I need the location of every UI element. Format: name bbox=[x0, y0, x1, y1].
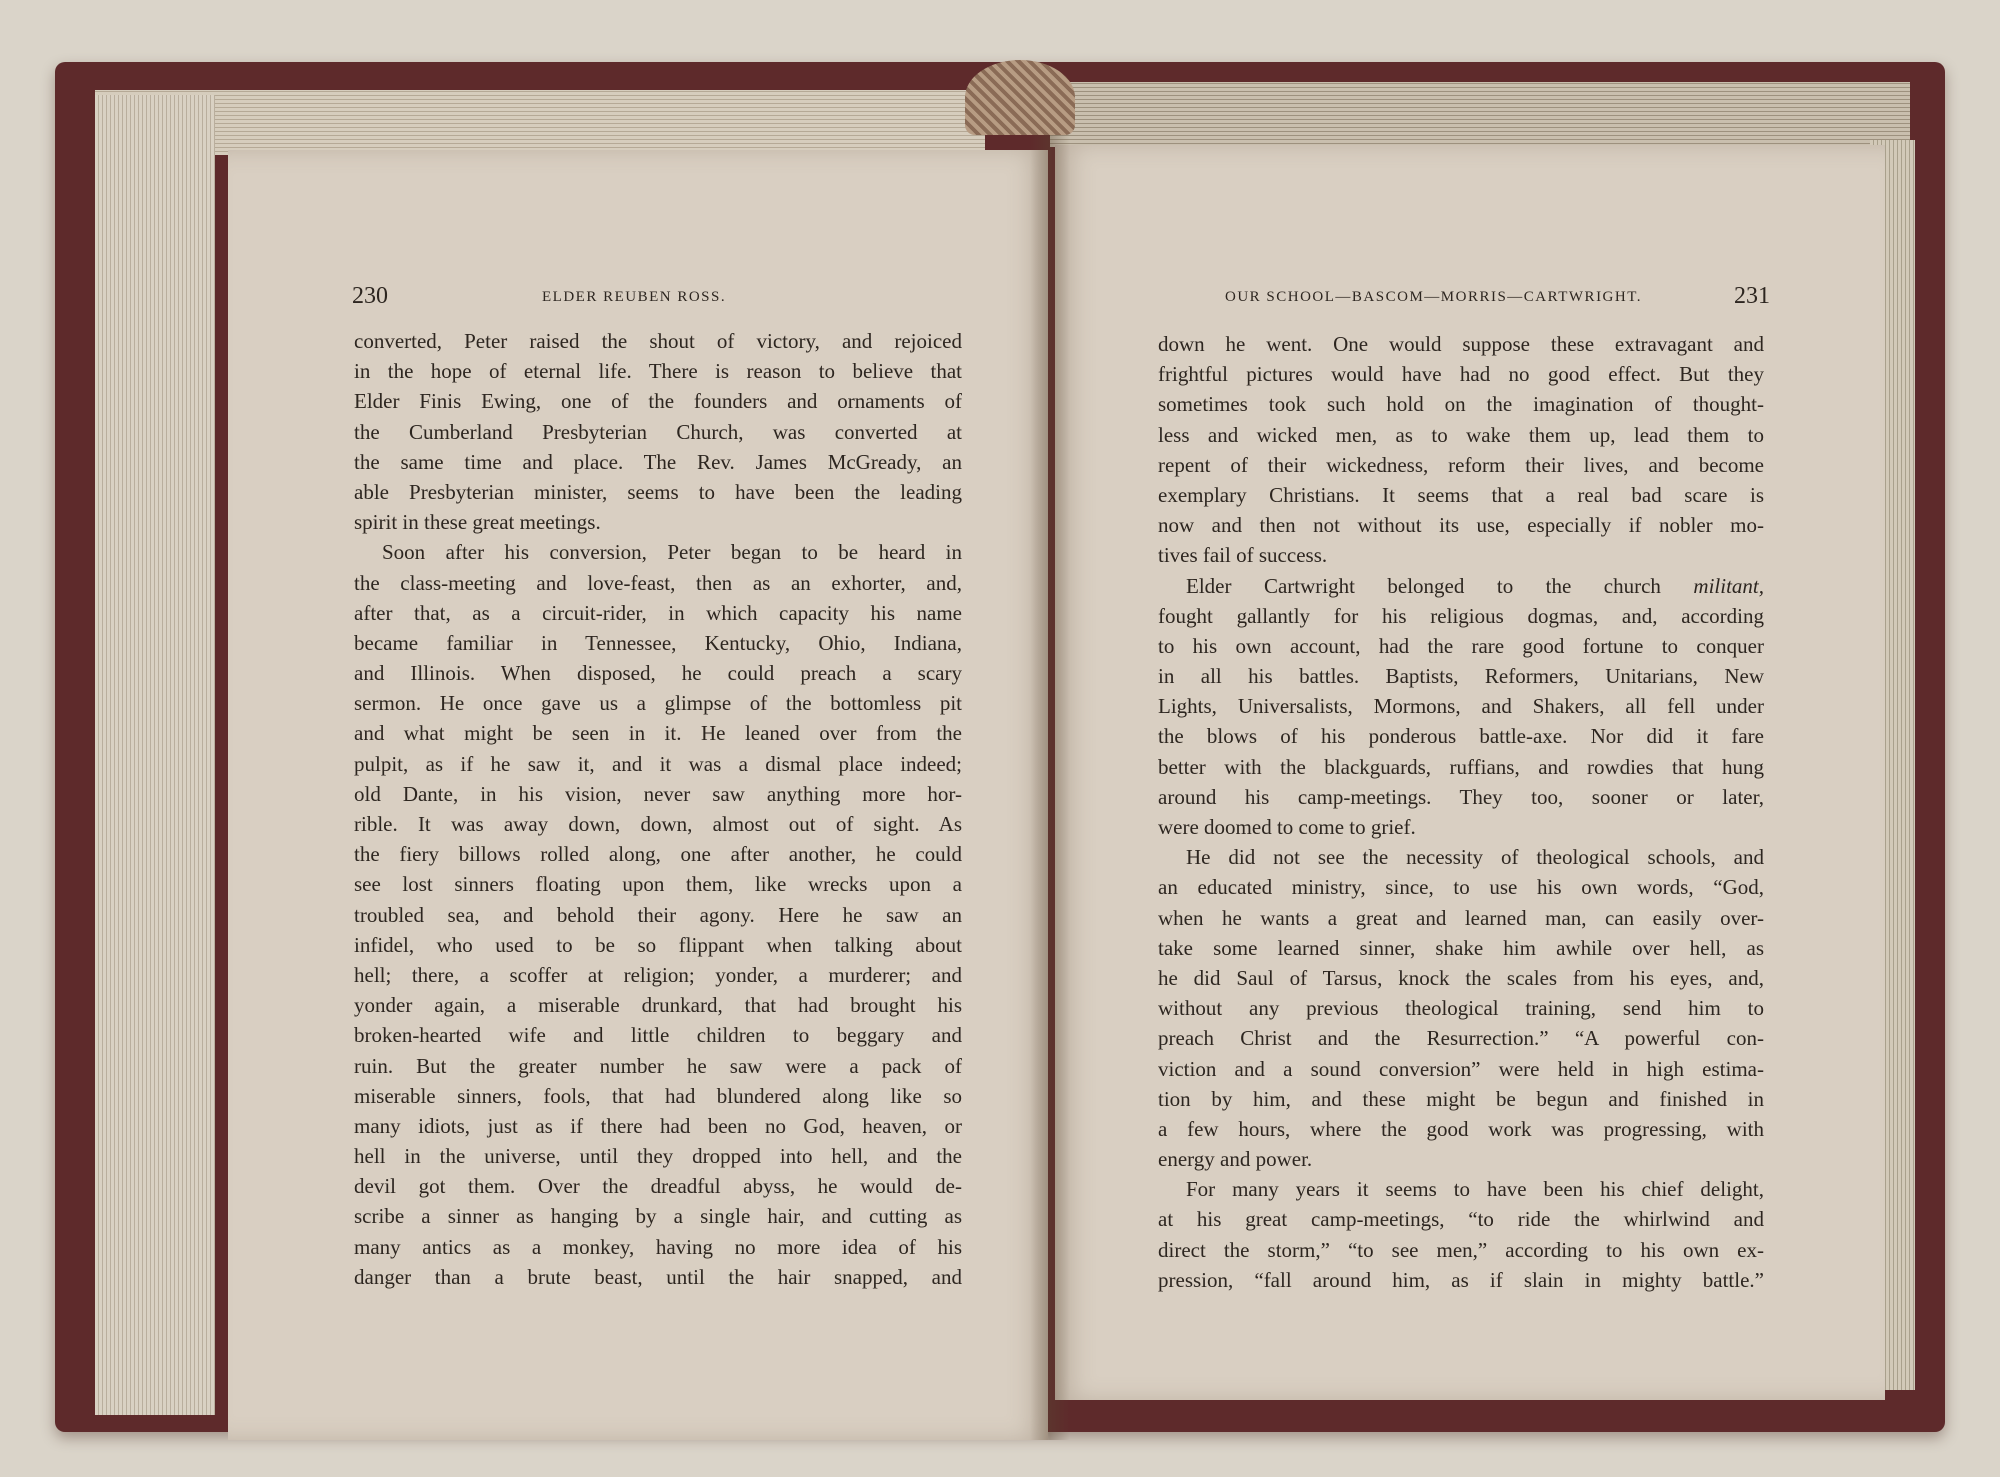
text-line: miserable sinners, fools, that had blundered along like so bbox=[354, 1083, 962, 1108]
text-line: the same time and place. The Rev. James McGready, an bbox=[354, 449, 962, 474]
text-line: the blows of his ponderous battle-axe. Nor did it fare bbox=[1158, 724, 1764, 749]
text-line: rible. It was away down, down, almost out of sight. As bbox=[354, 812, 962, 836]
left-page-number: 230 bbox=[352, 283, 388, 309]
text-line: pulpit, as if he saw it, and it was a dismal place indeed; bbox=[354, 751, 962, 776]
text-line: now and then not without its use, especially if nobler mo- bbox=[1158, 513, 1764, 538]
text-line: direct the storm,” “to see men,” according to his own ex- bbox=[1158, 1237, 1764, 1262]
text-line: Elder Cartwright belonged to the church militant, bbox=[1186, 573, 1764, 598]
text-line: preach Christ and the Resurrection.” “A powerful con- bbox=[1158, 1026, 1764, 1051]
text-line: old Dante, in his vision, never saw anything more hor- bbox=[354, 781, 962, 806]
text-line: pression, “fall around him, as if slain in mighty battle.” bbox=[1158, 1267, 1764, 1292]
text-line: hell; there, a scoffer at religion; yonder, a murderer; and bbox=[354, 962, 962, 987]
text-line: were doomed to come to grief. bbox=[1158, 815, 1416, 839]
text-line: infidel, who used to be so flippant when talking about bbox=[354, 932, 962, 957]
left-running-head: ELDER REUBEN ROSS. bbox=[542, 289, 727, 305]
right-page-number: 231 bbox=[1734, 283, 1770, 309]
text-line: and Illinois. When disposed, he could preach a scary bbox=[354, 661, 962, 686]
text-line: he did Saul of Tarsus, knock the scales from his eyes, and, bbox=[1158, 965, 1764, 990]
text-line: around his camp-meetings. They too, sooner or later, bbox=[1158, 784, 1764, 809]
text-line: He did not see the necessity of theological schools, and bbox=[1186, 845, 1764, 870]
text-line: converted, Peter raised the shout of victory, and rejoiced bbox=[354, 329, 962, 353]
text-line: For many years it seems to have been his chief delight, bbox=[1186, 1177, 1764, 1202]
text-line: able Presbyterian minister, seems to have been the leading bbox=[354, 479, 962, 504]
text-line: and what might be seen in it. He leaned over from the bbox=[354, 721, 962, 746]
text-line: the class-meeting and love-feast, then as an exhorter, and, bbox=[354, 570, 962, 595]
text-line: a few hours, where the good work was progressing, with bbox=[1158, 1116, 1764, 1141]
text-line: scribe a sinner as hanging by a single hair, and cutting as bbox=[354, 1204, 962, 1229]
text-line: the fiery billows rolled along, one after another, he could bbox=[354, 842, 962, 867]
text-line: down he went. One would suppose these extravagant and bbox=[1158, 332, 1764, 356]
text-line: viction and a sound conversion” were held in high estima- bbox=[1158, 1056, 1764, 1081]
text-line: Elder Finis Ewing, one of the founders and ornaments of bbox=[354, 389, 962, 414]
text-line: hell in the universe, until they dropped into hell, and the bbox=[354, 1144, 962, 1169]
text-line: better with the blackguards, ruffians, and rowdies that hung bbox=[1158, 754, 1764, 779]
text-line: energy and power. bbox=[1158, 1147, 1313, 1172]
text-line: less and wicked men, as to wake them up, lead them to bbox=[1158, 422, 1764, 447]
text-line: ruin. But the greater number he saw were a pack of bbox=[354, 1053, 962, 1078]
text-line: in all his battles. Baptists, Reformers, Unitarians, New bbox=[1158, 664, 1764, 689]
text-line: when he wants a great and learned man, can easily over- bbox=[1158, 905, 1764, 930]
text-line: danger than a brute beast, until the hair snapped, and bbox=[354, 1264, 962, 1289]
text-line: broken-hearted wife and little children to beggary and bbox=[354, 1023, 962, 1048]
italic-word: militant, bbox=[1693, 573, 1764, 598]
text-line: devil got them. Over the dreadful abyss, he would de- bbox=[354, 1174, 962, 1199]
text-line: many idiots, just as if there had been no God, heaven, or bbox=[354, 1113, 962, 1138]
text-line: at his great camp-meetings, “to ride the whirlwind and bbox=[1158, 1207, 1764, 1232]
text-line: Soon after his conversion, Peter began to be heard in bbox=[382, 540, 962, 565]
right-page-body bbox=[1158, 329, 1764, 1295]
text-line: many antics as a monkey, having no more idea of his bbox=[354, 1234, 962, 1259]
left-page-body bbox=[354, 326, 962, 1292]
right-page-header bbox=[1160, 285, 1770, 315]
text-line: frightful pictures would have had no good effect. But they bbox=[1158, 362, 1764, 387]
text-line: to his own account, had the rare good fortune to conquer bbox=[1158, 633, 1764, 658]
text-line: became familiar in Tennessee, Kentucky, Ohio, Indiana, bbox=[354, 630, 962, 655]
text-line: tives fail of success. bbox=[1158, 543, 1328, 568]
text-line: fought gallantly for his religious dogmas, and, according bbox=[1158, 603, 1764, 628]
text-line: in the hope of eternal life. There is reason to believe that bbox=[354, 359, 962, 384]
text-line: Lights, Universalists, Mormons, and Shakers, all fell under bbox=[1158, 694, 1764, 719]
text-line: sometimes took such hold on the imagination of thought- bbox=[1158, 392, 1764, 417]
page-edges-left bbox=[95, 95, 215, 1415]
left-page-header bbox=[352, 285, 972, 315]
page-edges-top-right bbox=[1050, 82, 1910, 147]
text-line: an educated ministry, since, to use his own words, “God, bbox=[1158, 875, 1764, 900]
text-line: repent of their wickedness, reform their lives, and become bbox=[1158, 452, 1764, 477]
spine-binding bbox=[965, 60, 1075, 135]
text-line: take some learned sinner, shake him awhile over hell, as bbox=[1158, 935, 1764, 960]
text-line: without any previous theological training, send him to bbox=[1158, 996, 1764, 1021]
text-line: yonder again, a miserable drunkard, that had brought his bbox=[354, 993, 962, 1018]
text-line: exemplary Christians. It seems that a real bad scare is bbox=[1158, 482, 1764, 507]
right-running-head: OUR SCHOOL—BASCOM—MORRIS—CARTWRIGHT. bbox=[1225, 289, 1643, 305]
page-edges-top-left bbox=[95, 90, 985, 155]
text-line: after that, as a circuit-rider, in which capacity his name bbox=[354, 600, 962, 625]
text-line: spirit in these great meetings. bbox=[354, 510, 601, 535]
text-line: see lost sinners floating upon them, like wrecks upon a bbox=[354, 872, 962, 897]
text-line: troubled sea, and behold their agony. Here he saw an bbox=[354, 902, 962, 927]
book-gutter bbox=[1030, 100, 1070, 1440]
text-line: sermon. He once gave us a glimpse of the bottomless pit bbox=[354, 691, 962, 716]
text-line: tion by him, and these might be begun and finished in bbox=[1158, 1086, 1764, 1111]
text-line: the Cumberland Presbyterian Church, was converted at bbox=[354, 419, 962, 444]
